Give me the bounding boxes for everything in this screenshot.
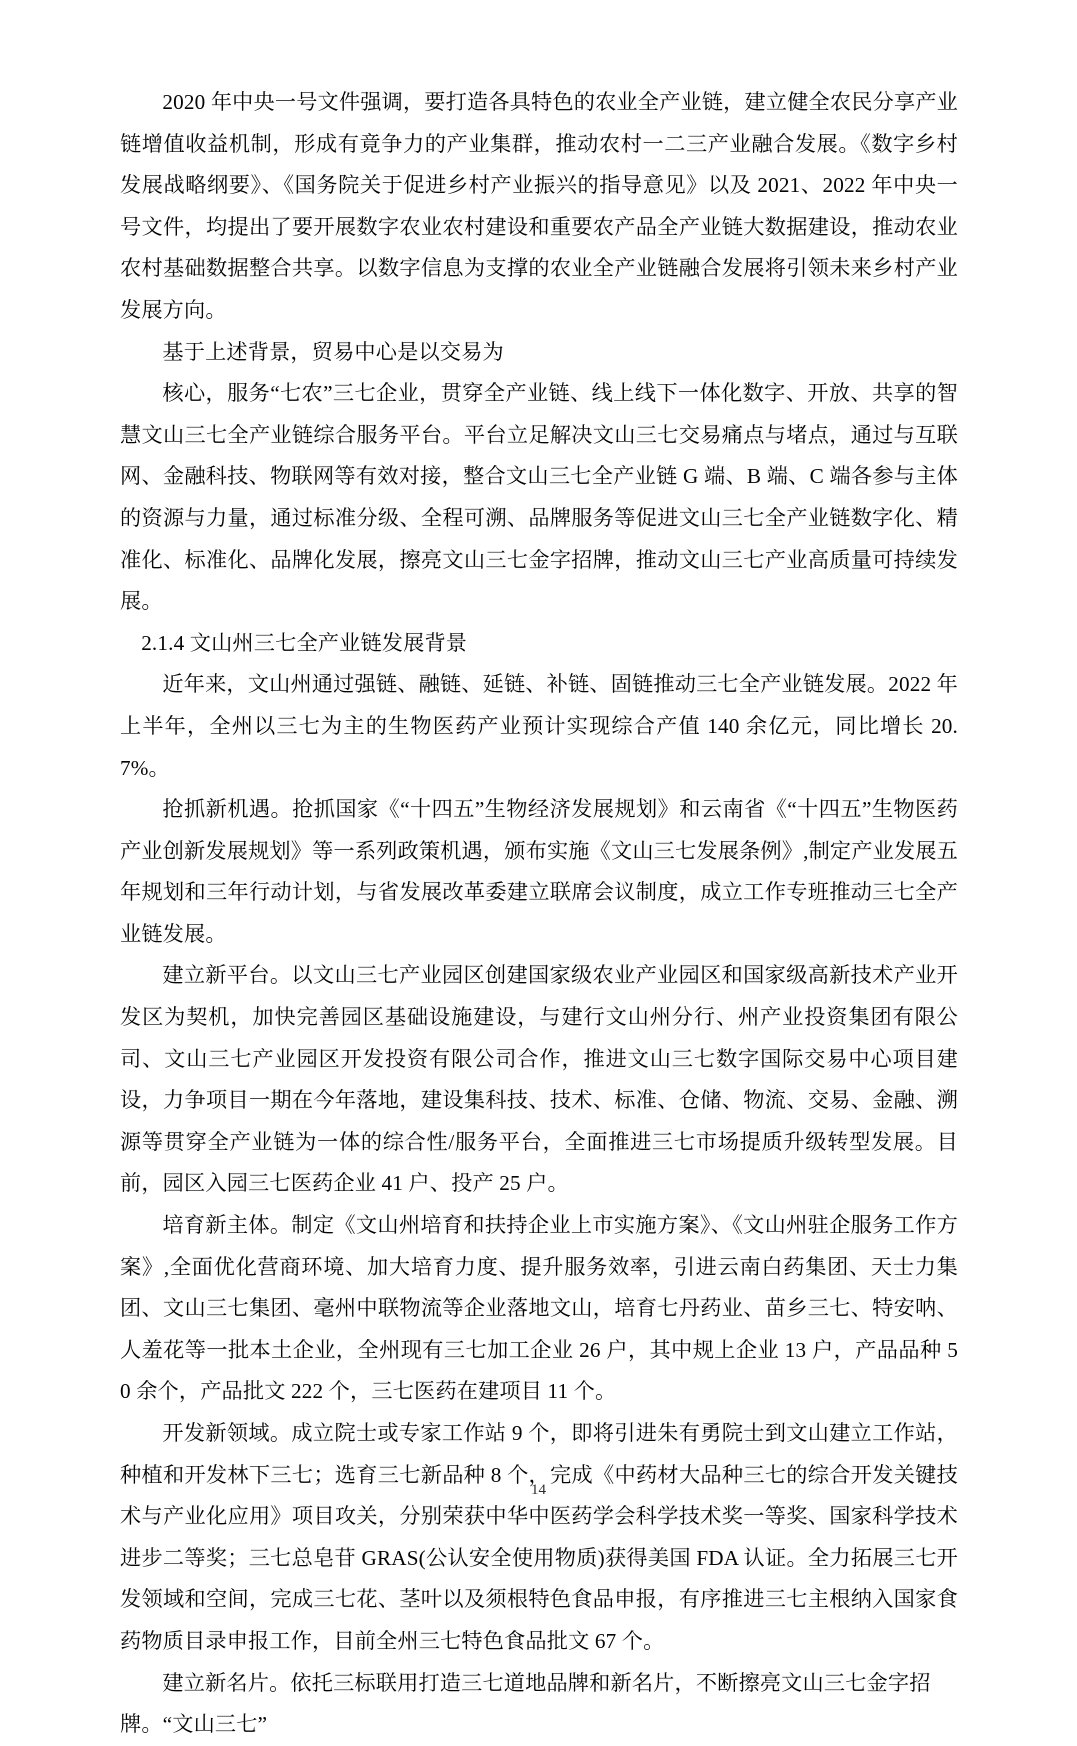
paragraph-new-entities: 培育新主体。制定《文山州培育和扶持企业上市实施方案》、《文山州驻企服务工作方案》,全面优化营商环境、加大培育力度、提升服务效率，引进云南白药集团、天士力集团、文山三七集团、毫州中联物流等企业落地文山，培育七丹药业、苗乡三七、特安呐、人羞花等一批本土企业，全州现有三七加工企业 26 户，其中规上企业 13 户，产品品种 50 余个，产品批文 222 个，三七医药在建项目 11 个。: [120, 1213, 958, 1404]
paragraph-new-platform: 建立新平台。以文山三七产业园区创建国家级农业产业园区和国家级高新技术产业开发区为契机，加快完善园区基础设施建设，与建行文山州分行、州产业投资集团有限公司、文山三七产业园区开发投资有限公司合作，推进文山三七数字国际交易中心项目建设，力争项目一期在今年落地，建设集科技、技术、标准、仓储、物流、交易、金融、溯源等贯穿全产业链为一体的综合性/服务平台，全面推进三七市场提质升级转型发展。目前，园区入园三七医药企业 41 户、投产 25 户。: [120, 963, 958, 1196]
paragraph-new-opportunity: 抢抓新机遇。抢抓国家《“十四五”生物经济发展规划》和云南省《“十四五”生物医药产业创新发展规划》等一系列政策机遇，颁布实施《文山三七发展条例》,制定产业发展五年规划和三年行动计划，与省发展改革委建立联席会议制度，成立工作专班推动三七全产业链发展。: [120, 797, 958, 946]
section-heading-2-1-4: 2.1.4 文山州三七全产业链发展背景: [141, 630, 468, 655]
paragraph-background-lead: 基于上述背景，贸易中心是以交易为: [162, 339, 504, 364]
paragraph-recent-years: 近年来，文山州通过强链、融链、延链、补链、固链推动三七全产业链发展。2022 年上半年，全州以三七为主的生物医药产业预计实现综合产值 140 余亿元，同比增长 20.7%。: [120, 672, 958, 780]
paragraph-new-brandcard: 建立新名片。依托三标联用打造三七道地品牌和新名片，不断擦亮文山三七金字招牌。“文山三七”: [120, 1670, 931, 1737]
paragraph-new-domains: 开发新领域。成立院士或专家工作站 9 个，即将引进朱有勇院士到文山建立工作站，种植和开发林下三七；选育三七新品种 8 个，完成《中药材大品种三七的综合开发关键技术与产业化应用》项目攻关，分别荣获中华中医药学会科学技术奖一等奖、国家科学技术进步二等奖；三七总皂苷 GRAS(公认安全使用物质)获得美国 FDA 认证。全力拓展三七开发领域和空间，完成三七花、茎叶以及须根特色食品申报，有序推进三七主根纳入国家食药物质目录申报工作，目前全州三七特色食品批文 67 个。: [120, 1421, 958, 1653]
paragraph-intro-policy: 2020 年中央一号文件强调，要打造各具特色的农业全产业链，建立健全农民分享产业链增值收益机制，形成有竟争力的产业集群，推动农村一二三产业融合发展。《数字乡村发展战略纲要》、《国务院关于促进乡村产业振兴的指导意见》以及 2021、2022 年中央一号文件，均提出了要开展数字农业农村建设和重要农产品全产业链大数据建设，推动农业农村基础数据整合共享。以数字信息为支撑的农业全产业链融合发展将引领未来乡村产业发展方向。: [120, 90, 958, 322]
page-number: 14: [531, 1482, 546, 1498]
paragraph-platform-core: 核心，服务“七农”三七企业，贯穿全产业链、线上线下一体化数字、开放、共享的智慧文山三七全产业链综合服务平台。平台立足解决文山三七交易痛点与堵点，通过与互联网、金融科技、物联网等有效对接，整合文山三七全产业链 G 端、B 端、C 端各参与主体的资源与力量，通过标准分级、全程可溯、品牌服务等促进文山三七全产业链数字化、精准化、标准化、品牌化发展，擦亮文山三七金字招牌，推动文山三七产业高质量可持续发展。: [120, 381, 958, 614]
